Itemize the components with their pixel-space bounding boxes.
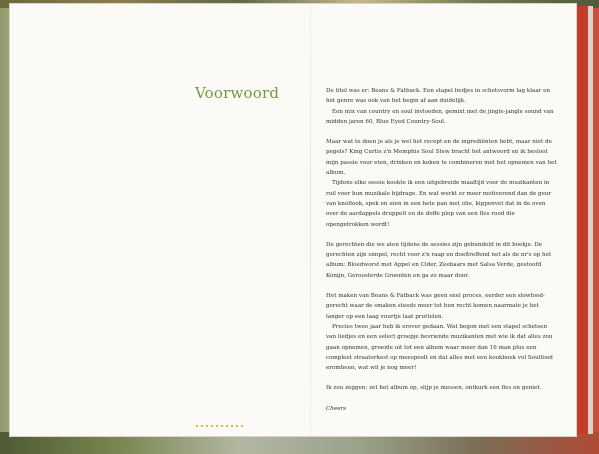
paragraph: De titel was er: Beans & Fatback. Een stapel liedjes in schetsvorm lag klaar en het genre was ook van het begin af aan duidelijk.: [326, 88, 551, 105]
paragraph: De gerechten die we aten tijdens de sessies zijn gebundeld in dit boekje. De gerechten zijn simpel, recht voor z'n raap en doeltreffend net als de nr's op het album: Bloedworst met Appel en Cider, Zeebaars met Salsa Verde, gestoofd Konijn, Geroosterde Groenten en ga zo maar door.: [326, 241, 552, 279]
page-title: Voorwoord: [195, 84, 280, 102]
preface-text: [326, 86, 558, 414]
paragraph: Ik zou zeggen; zet het album op, slijp je messen, ontkurk een fles en geniet.: [326, 385, 542, 392]
book-red-edge: [576, 6, 588, 434]
signature: Cheers: [326, 405, 347, 412]
paragraph: Een mix van country en soul invloeden, gemixt met de jingle-jangle sound van midden jaren 60, Blue Eyed Country-Soul.: [326, 108, 554, 125]
paragraph: Het maken van Beans & Fatback was geen snel proces, eerder een slowfood-gerecht waar de smaken steeds meer tot hun recht komen naarmate je het langer op een laag vuurtje laat pruttelen.: [326, 293, 545, 320]
book-back-edge: [588, 6, 593, 434]
paragraph: Tijdens elke sessie kookte ik een uitgebreide maaltijd voor de muzikanten in ruil voor hun muzikale bijdrage. En wat werkt er meer motiverend dan de geur van knoflook, spek en uien in een hete pan met olie, kippenvet dat in de oven over de aardappels druppelt en de doffe plop van een fles rood die opengetrokken wordt!: [326, 180, 552, 228]
paragraph: Maar wat te doen je als je wel het recept en de ingrediënten hebt, maar niet de pegels? King Curtis z'n Memphis Soul Stew bracht het antwoord en ik besloot mijn passie voor eten, drinken en koken te combineren met het opnemen van het album.: [326, 139, 557, 177]
paragraph: Precies twee jaar heb ik erover gedaan. Wat begon met een stapel schetsen van liedjes en een select groepje bevriende muzikanten met wie ik dat alles zou gaan opnemen, groeide uit tot een album waar meer dan 16 man plus een compleet straatorkest op meespeelt en dat alles met een kookboek vol Soulfood eromheen, wat wil je nog meer!: [326, 323, 553, 372]
book-gutter: [310, 4, 311, 436]
decorative-dots: [196, 425, 244, 427]
